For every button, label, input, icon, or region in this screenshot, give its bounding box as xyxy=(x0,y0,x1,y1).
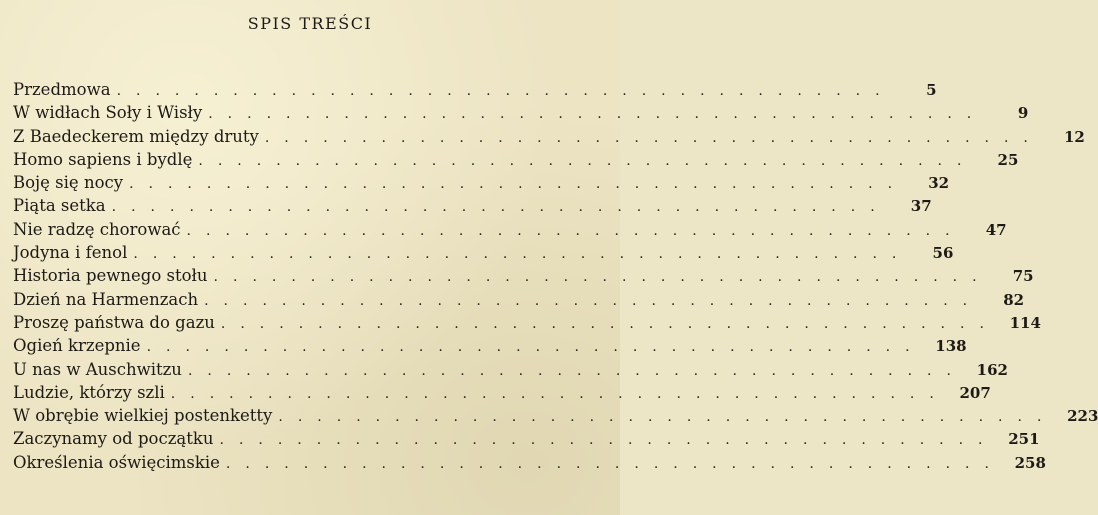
toc-entry xyxy=(13,334,967,357)
dot-leader: ........................................ xyxy=(186,222,965,239)
toc-entry-title: Określenia oświęcimskie xyxy=(13,452,220,472)
dot-leader: ........................................ xyxy=(133,246,912,263)
dot-leader: ........................................ xyxy=(111,199,890,216)
toc-entry xyxy=(13,264,1034,287)
toc-entry-page: 162 xyxy=(976,360,1008,379)
toc-entry-title: Z Baedeckerem między druty xyxy=(13,126,259,146)
dot-leader: ........................................ xyxy=(278,409,1057,426)
toc-entry-page: 223 xyxy=(1067,407,1098,426)
toc-entry-page: 56 xyxy=(932,244,954,263)
toc-entry-page: 207 xyxy=(959,383,991,402)
toc-entry-title: Ogień krzepnie xyxy=(13,336,141,356)
dot-leader: ........................................ xyxy=(146,339,925,356)
toc-entry xyxy=(13,311,1041,334)
toc-entry xyxy=(13,78,937,101)
toc-entry-page: 32 xyxy=(928,174,950,193)
dot-leader: ........................................ xyxy=(198,152,977,169)
toc-entry-title: Ludzie, którzy szli xyxy=(13,382,165,402)
toc-entry-title: Zaczynamy od początku xyxy=(13,429,214,449)
dot-leader: ........................................ xyxy=(116,83,895,99)
toc-entry xyxy=(13,451,1046,474)
dot-leader: ........................................ xyxy=(225,455,1004,472)
toc-entry-page: 258 xyxy=(1014,453,1046,472)
toc-entry-title: Przedmowa xyxy=(13,80,111,99)
toc-entry-page: 82 xyxy=(1003,290,1025,309)
toc-entry xyxy=(13,101,1029,124)
toc-entry-title: Dzień na Harmenzach xyxy=(13,289,199,309)
toc-entry xyxy=(13,194,932,217)
toc-entry xyxy=(13,218,1007,241)
toc-entry xyxy=(13,381,991,404)
dot-leader: ........................................ xyxy=(264,129,1043,146)
toc-entry-title: U nas w Auschwitzu xyxy=(13,359,182,379)
toc-entry xyxy=(13,288,1025,311)
toc-entry-title: Homo sapiens i bydlę xyxy=(13,149,193,169)
toc-entry-title: W obrębie wielkiej postenketty xyxy=(13,406,273,426)
toc-entry xyxy=(13,171,950,194)
toc-entry-title: Historia pewnego stołu xyxy=(13,266,208,286)
toc-entry xyxy=(13,148,1019,171)
dot-leader: ........................................ xyxy=(187,362,966,379)
toc-entry-page: 9 xyxy=(1017,104,1029,123)
dot-leader: ........................................ xyxy=(220,315,999,332)
toc-entry xyxy=(13,404,1098,427)
dot-leader: ........................................ xyxy=(208,106,987,123)
dot-leader: ........................................ xyxy=(129,176,908,193)
toc-entry-page: 138 xyxy=(935,337,967,356)
toc-entry-page: 251 xyxy=(1008,430,1040,449)
dot-leader: ........................................ xyxy=(213,269,992,286)
toc-entry-page: 75 xyxy=(1012,267,1034,286)
table-of-contents xyxy=(13,78,1098,474)
toc-entry-title: Boję się nocy xyxy=(13,173,124,193)
toc-entry-page: 12 xyxy=(1064,127,1085,146)
toc-entry-title: Nie radzę chorować xyxy=(13,219,181,239)
toc-entry xyxy=(13,358,1008,381)
toc-entry-title: W widłach Soły i Wisły xyxy=(13,103,203,123)
dot-leader: ........................................ xyxy=(170,385,949,402)
toc-entry xyxy=(13,427,1040,450)
dot-leader: ........................................ xyxy=(204,292,983,309)
dot-leader: ........................................ xyxy=(219,432,998,449)
toc-entry-page: 47 xyxy=(985,220,1007,239)
toc-entry-page: 5 xyxy=(926,81,937,99)
toc-entry-title: Proszę państwa do gazu xyxy=(13,312,215,332)
toc-entry xyxy=(13,241,954,264)
toc-entry-page: 25 xyxy=(997,150,1019,169)
page-title: SPIS TREŚCI xyxy=(247,14,373,33)
toc-entry-title: Piąta setka xyxy=(13,196,106,216)
toc-entry-title: Jodyna i fenol xyxy=(13,243,128,263)
toc-entry-page: 37 xyxy=(910,197,932,216)
toc-entry xyxy=(13,125,1085,148)
toc-entry-page: 114 xyxy=(1009,313,1041,332)
